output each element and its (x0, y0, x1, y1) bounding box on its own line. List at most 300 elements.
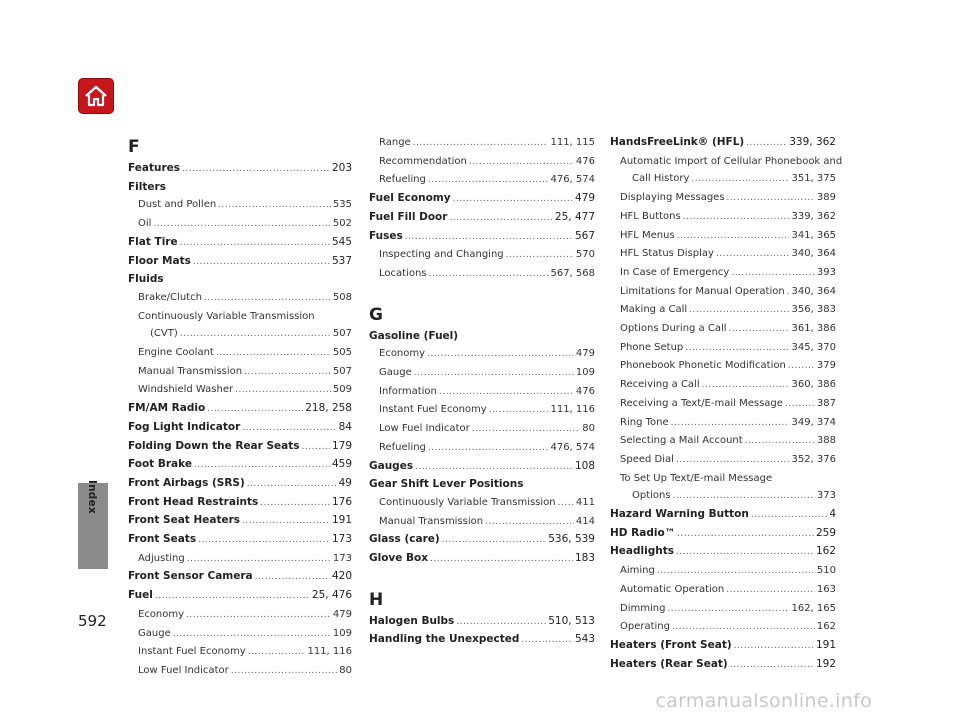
index-subentry-text: Continuously Variable Transmission (138, 310, 315, 322)
index-entry (128, 494, 352, 513)
leader-dots (506, 246, 574, 265)
entry-term: Headlights (610, 545, 674, 558)
leader-dots (302, 438, 330, 457)
entry-pages[interactable]: 162 (816, 621, 836, 633)
leader-dots (489, 401, 549, 420)
index-heading: Gear Shift Lever Positions (369, 478, 524, 491)
entry-term: Flat Tire (128, 235, 178, 248)
index-subentry (610, 170, 836, 189)
section-letter: H (369, 589, 384, 610)
entry-pages[interactable]: 361, 386 (791, 323, 836, 335)
leader-dots (430, 550, 573, 569)
entry-term: Front Seat Heaters (128, 514, 241, 527)
entry-term: Adjusting (138, 552, 185, 564)
leader-dots (231, 662, 338, 681)
entry-pages[interactable]: 535 (332, 199, 352, 211)
entry-term: Economy (138, 608, 185, 620)
leader-dots (260, 494, 330, 513)
entry-pages[interactable]: 509 (332, 384, 352, 396)
entry-pages[interactable]: 502 (332, 218, 352, 230)
leader-dots (726, 581, 815, 600)
index-subentry (369, 401, 595, 420)
entry-term: In Case of Emergency (620, 266, 730, 278)
entry-pages[interactable]: 507 (332, 328, 352, 340)
entry-pages[interactable]: 111, 115 (550, 137, 595, 148)
index-subentry (369, 513, 595, 532)
entry-pages[interactable]: 570 (575, 249, 595, 261)
entry-pages[interactable]: 109 (332, 627, 352, 639)
index-subentry (610, 339, 836, 358)
entry-pages[interactable]: 414 (575, 515, 595, 527)
index-subentry (369, 265, 595, 284)
entry-pages[interactable]: 510, 513 (548, 614, 595, 627)
index-column-2 (369, 134, 595, 650)
index-subentry (369, 171, 595, 190)
index-subentry (610, 395, 836, 414)
leader-dots (187, 550, 331, 569)
leader-dots (204, 289, 331, 308)
leader-dots (405, 228, 573, 247)
entry-pages[interactable]: 537 (331, 254, 352, 267)
index-entry (369, 531, 595, 550)
entry-term: Floor Mats (128, 254, 191, 267)
entry-term: HFL Buttons (620, 210, 681, 222)
entry-pages[interactable]: 108 (574, 459, 595, 472)
leader-dots (428, 171, 549, 190)
entry-term: HFL Menus (620, 229, 675, 241)
leader-dots (456, 613, 546, 632)
entry-pages[interactable]: 479 (574, 192, 595, 205)
entry-pages[interactable]: 476, 574 (550, 174, 595, 186)
entry-term: Refueling (379, 441, 426, 453)
index-subentry (610, 600, 836, 619)
leader-dots (182, 160, 330, 179)
leader-dots (428, 439, 549, 458)
leader-dots (716, 245, 790, 264)
index-subentry (610, 376, 836, 395)
entry-pages[interactable]: 420 (331, 570, 352, 583)
index-subentry (128, 662, 352, 681)
index-subentry (128, 289, 352, 308)
index-entry (610, 506, 836, 525)
index-subentry (610, 283, 836, 302)
entry-term: Selecting a Mail Account (620, 435, 743, 447)
entry-pages[interactable]: 388 (816, 435, 836, 447)
leader-dots (746, 134, 787, 153)
leader-dots (244, 363, 331, 382)
entry-term: HD Radio™ (610, 526, 676, 539)
leader-dots (689, 301, 789, 320)
entry-term: Range (379, 137, 411, 148)
leader-dots (242, 512, 330, 531)
index-subentry (369, 134, 595, 153)
leader-dots (198, 531, 330, 550)
entry-term: Brake/Clutch (138, 291, 202, 303)
entry-term: (CVT) (150, 328, 178, 340)
entry-pages[interactable]: 389 (816, 192, 836, 204)
entry-term: Fuel Fill Door (369, 210, 448, 223)
leader-dots (730, 656, 814, 675)
entry-term: Glass (care) (369, 533, 440, 546)
index-subentry (610, 618, 836, 637)
leader-dots (216, 344, 331, 363)
index-subentry (369, 383, 595, 402)
index-subentry (369, 420, 595, 439)
leader-dots (558, 494, 574, 513)
entry-pages[interactable]: 25, 477 (554, 210, 595, 223)
entry-term: Fuses (369, 229, 403, 242)
index-subentry (128, 196, 352, 215)
entry-term: Instant Fuel Economy (379, 404, 487, 416)
entry-pages[interactable]: 163 (816, 583, 836, 595)
index-subentry (610, 245, 836, 264)
entry-pages[interactable]: 545 (331, 235, 352, 248)
entry-pages[interactable]: 567, 568 (550, 267, 595, 279)
section-gap (369, 284, 595, 302)
entry-term: Manual Transmission (379, 515, 484, 527)
index-entry (369, 613, 595, 632)
section-letter: F (128, 137, 140, 157)
entry-term: Displaying Messages (620, 192, 725, 204)
index-subentry (610, 432, 836, 451)
entry-pages[interactable]: 543 (574, 633, 595, 646)
index-entry (369, 550, 595, 569)
entry-term: Automatic Operation (620, 583, 725, 595)
index-subentry (369, 364, 595, 383)
index-entry (128, 512, 352, 531)
entry-term: Foot Brake (128, 458, 192, 471)
leader-dots (180, 234, 330, 253)
leader-dots (469, 153, 574, 172)
index-subentry (128, 325, 352, 344)
entry-pages[interactable]: 49 (338, 476, 352, 489)
index-entry (128, 234, 352, 253)
leader-dots (414, 364, 574, 383)
index-subentry (610, 227, 836, 246)
index-subentry (610, 562, 836, 581)
entry-term: Heaters (Front Seat) (610, 638, 732, 651)
index-subentry (610, 264, 836, 283)
leader-dots (734, 637, 814, 656)
index-subentry (610, 301, 836, 320)
entry-term: FM/AM Radio (128, 402, 206, 415)
entry-pages[interactable]: 341, 365 (791, 229, 836, 241)
entry-pages[interactable]: 479 (332, 608, 352, 620)
index-entry (128, 475, 352, 494)
index-entry (610, 637, 836, 656)
entry-term: Speed Dial (620, 453, 674, 465)
entry-pages[interactable]: 173 (332, 552, 352, 564)
leader-dots (521, 631, 573, 650)
entry-term: Inspecting and Changing (379, 249, 504, 261)
entry-term: Low Fuel Indicator (379, 423, 470, 435)
entry-term: Phone Setup (620, 341, 684, 353)
entry-pages[interactable]: 339, 362 (789, 136, 836, 148)
index-entry (128, 438, 352, 457)
entry-term: Front Head Restraints (128, 495, 259, 508)
entry-term: Continuously Variable Transmission (379, 496, 556, 508)
entry-pages[interactable]: 345, 370 (791, 341, 836, 353)
leader-dots (193, 253, 330, 272)
entry-term: Ring Tone (620, 416, 669, 428)
leader-dots (702, 376, 790, 395)
entry-pages[interactable]: 218, 258 (305, 402, 352, 415)
index-subentry (610, 357, 836, 376)
entry-term: Fog Light Indicator (128, 420, 241, 433)
entry-pages[interactable]: 173 (331, 533, 352, 546)
entry-term: Recommendation (379, 155, 467, 167)
entry-pages[interactable]: 476, 574 (550, 441, 595, 453)
section-gap (369, 569, 595, 587)
index-subentry (369, 494, 595, 513)
index-entry (369, 209, 595, 228)
entry-pages[interactable]: 191 (331, 514, 352, 527)
index-subentry (128, 215, 352, 234)
index-tab-label: Index (86, 480, 98, 514)
leader-dots (673, 487, 815, 506)
entry-pages[interactable]: 411 (575, 496, 595, 508)
entry-term: Hazard Warning Button (610, 508, 749, 521)
index-heading: Gasoline (Fuel) (369, 329, 459, 342)
index-subentry (128, 606, 352, 625)
entry-pages[interactable]: 259 (815, 526, 836, 539)
index-entry (128, 253, 352, 272)
index-subentry (610, 320, 836, 339)
leader-dots (427, 345, 574, 364)
leader-dots (751, 506, 827, 525)
leader-dots (186, 606, 331, 625)
entry-term: Economy (379, 348, 426, 360)
entry-pages[interactable]: 340, 364 (791, 285, 836, 297)
home-button[interactable] (78, 78, 114, 114)
entry-pages[interactable]: 179 (331, 439, 352, 452)
entry-term: Dust and Pollen (138, 199, 217, 211)
entry-term: Gauges (369, 459, 414, 472)
leader-dots (485, 513, 574, 532)
entry-term: Low Fuel Indicator (138, 664, 229, 676)
entry-pages[interactable]: 387 (816, 397, 836, 409)
entry-term: Dimming (620, 602, 666, 614)
entry-pages[interactable]: 536, 539 (548, 533, 595, 546)
entry-term: Call History (632, 173, 690, 185)
entry-term: Gauge (379, 367, 412, 379)
leader-dots (676, 451, 790, 470)
entry-pages[interactable]: 479 (575, 348, 595, 360)
entry-term: HandsFreeLink® (HFL) (610, 136, 745, 148)
entry-term: Front Airbags (SRS) (128, 476, 245, 489)
entry-pages[interactable]: 183 (574, 552, 595, 565)
entry-term: Refueling (379, 174, 426, 186)
index-entry (610, 525, 836, 544)
index-subentry (369, 246, 595, 265)
leader-dots (155, 587, 310, 606)
entry-term: Options During a Call (620, 323, 727, 335)
entry-pages[interactable]: 508 (332, 291, 352, 303)
leader-dots (180, 325, 331, 344)
entry-pages[interactable]: 351, 375 (791, 173, 836, 185)
leader-dots (439, 383, 574, 402)
entry-pages[interactable]: 510 (816, 565, 836, 577)
entry-term: Fuel (128, 589, 153, 602)
leader-dots (242, 419, 336, 438)
leader-dots (657, 562, 815, 581)
section-letter: G (369, 304, 383, 325)
entry-pages[interactable]: 567 (574, 229, 595, 242)
index-entry (369, 458, 595, 477)
entry-term: Gauge (138, 627, 171, 639)
entry-pages[interactable]: 393 (816, 266, 836, 278)
index-subentry (128, 625, 352, 644)
entry-pages[interactable]: 476 (575, 155, 595, 167)
entry-term: Features (128, 162, 180, 174)
entry-term: Information (379, 385, 437, 397)
index-subentry (610, 451, 836, 470)
index-subentry (610, 487, 836, 506)
entry-term: Instant Fuel Economy (138, 646, 246, 658)
entry-pages[interactable]: 80 (582, 423, 595, 435)
index-entry (128, 160, 352, 179)
leader-dots (472, 420, 581, 439)
entry-term: Receiving a Text/E-mail Message (620, 397, 783, 409)
leader-dots (677, 525, 814, 544)
index-subentry (610, 414, 836, 433)
index-subentry-text: Automatic Import of Cellular Phonebook and (620, 155, 843, 167)
index-entry (128, 456, 352, 475)
index-subentry (128, 643, 352, 662)
leader-dots (729, 320, 790, 339)
entry-pages[interactable]: 191 (815, 638, 836, 651)
index-heading: Filters (128, 180, 166, 193)
leader-dots (672, 618, 815, 637)
page-number: 592 (78, 612, 107, 630)
entry-term: Folding Down the Rear Seats (128, 439, 300, 452)
leader-dots (247, 475, 337, 494)
leader-dots (207, 400, 303, 419)
entry-term: Engine Coolant (138, 347, 214, 359)
leader-dots (218, 196, 331, 215)
index-subentry (610, 208, 836, 227)
leader-dots (235, 381, 331, 400)
entry-pages[interactable]: 507 (332, 365, 352, 377)
entry-pages[interactable]: 340, 364 (791, 248, 836, 260)
index-subentry (128, 363, 352, 382)
index-subentry (369, 439, 595, 458)
entry-pages[interactable]: 339, 362 (791, 210, 836, 222)
leader-dots (788, 357, 815, 376)
entry-term: Aiming (620, 565, 655, 577)
index-entry (128, 531, 352, 550)
home-icon (83, 83, 109, 109)
entry-term: Operating (620, 621, 670, 633)
leader-dots (667, 600, 789, 619)
leader-dots (683, 208, 790, 227)
entry-pages[interactable]: 356, 383 (791, 304, 836, 316)
leader-dots (413, 134, 549, 153)
entry-pages[interactable]: 349, 374 (791, 416, 836, 428)
entry-pages[interactable]: 25, 476 (311, 589, 352, 602)
leader-dots (785, 395, 815, 414)
entry-term: Fuel Economy (369, 192, 451, 205)
leader-dots (745, 432, 815, 451)
entry-pages[interactable]: 162 (815, 545, 836, 558)
entry-term: Limitations for Manual Operation (620, 285, 785, 297)
entry-pages[interactable]: 4 (829, 508, 836, 521)
index-column-1 (128, 134, 352, 681)
entry-pages[interactable]: 176 (331, 495, 352, 508)
entry-term: Front Sensor Camera (128, 570, 253, 583)
index-subentry (610, 581, 836, 600)
index-entry (128, 568, 352, 587)
entry-pages[interactable]: 352, 376 (791, 453, 836, 465)
entry-pages[interactable]: 162, 165 (791, 602, 836, 614)
watermark: carmanualsonline.info (655, 690, 872, 712)
entry-term: Glove Box (369, 552, 429, 565)
entry-pages[interactable]: 192 (815, 657, 836, 670)
index-subentry (128, 550, 352, 569)
leader-dots (727, 189, 815, 208)
entry-term: Handling the Unexpected (369, 633, 520, 646)
leader-dots (194, 456, 330, 475)
index-entry (369, 631, 595, 650)
index-entry (369, 228, 595, 247)
entry-pages[interactable]: 203 (331, 162, 352, 174)
leader-dots (677, 227, 790, 246)
entry-term: Receiving a Call (620, 379, 700, 391)
leader-dots (415, 458, 573, 477)
leader-dots (429, 265, 549, 284)
index-entry (610, 134, 836, 153)
leader-dots (676, 543, 814, 562)
entry-term: Halogen Bulbs (369, 614, 455, 627)
index-entry (610, 656, 836, 675)
leader-dots (731, 264, 815, 283)
entry-term: Making a Call (620, 304, 688, 316)
index-entry (128, 400, 352, 419)
entry-pages[interactable]: 111, 116 (307, 646, 352, 658)
entry-pages[interactable]: 109 (575, 367, 595, 379)
entry-pages[interactable]: 80 (339, 664, 352, 676)
entry-pages[interactable]: 459 (331, 458, 352, 471)
leader-dots (173, 625, 331, 644)
entry-term: Manual Transmission (138, 365, 243, 377)
entry-pages[interactable]: 84 (338, 420, 352, 433)
entry-pages[interactable]: 373 (816, 490, 836, 502)
index-heading: Fluids (128, 273, 164, 286)
index-subentry-text: To Set Up Text/E-mail Message (620, 472, 773, 484)
index-subentry (369, 345, 595, 364)
index-column-3 (610, 134, 843, 674)
entry-pages[interactable]: 379 (816, 360, 836, 372)
entry-pages[interactable]: 360, 386 (791, 379, 836, 391)
leader-dots (787, 283, 790, 302)
leader-dots (255, 568, 330, 587)
entry-pages[interactable]: 476 (575, 385, 595, 397)
entry-term: Heaters (Rear Seat) (610, 657, 728, 670)
entry-pages[interactable]: 111, 116 (550, 404, 595, 416)
entry-pages[interactable]: 505 (332, 347, 352, 359)
leader-dots (685, 339, 789, 358)
entry-term: Options (632, 490, 671, 502)
index-subentry (128, 381, 352, 400)
leader-dots (248, 643, 306, 662)
entry-term: Oil (138, 218, 152, 230)
index-entry (128, 587, 352, 606)
entry-term: Windshield Washer (138, 384, 234, 396)
leader-dots (153, 215, 330, 234)
index-entry (369, 190, 595, 209)
leader-dots (691, 170, 789, 189)
leader-dots (453, 190, 573, 209)
